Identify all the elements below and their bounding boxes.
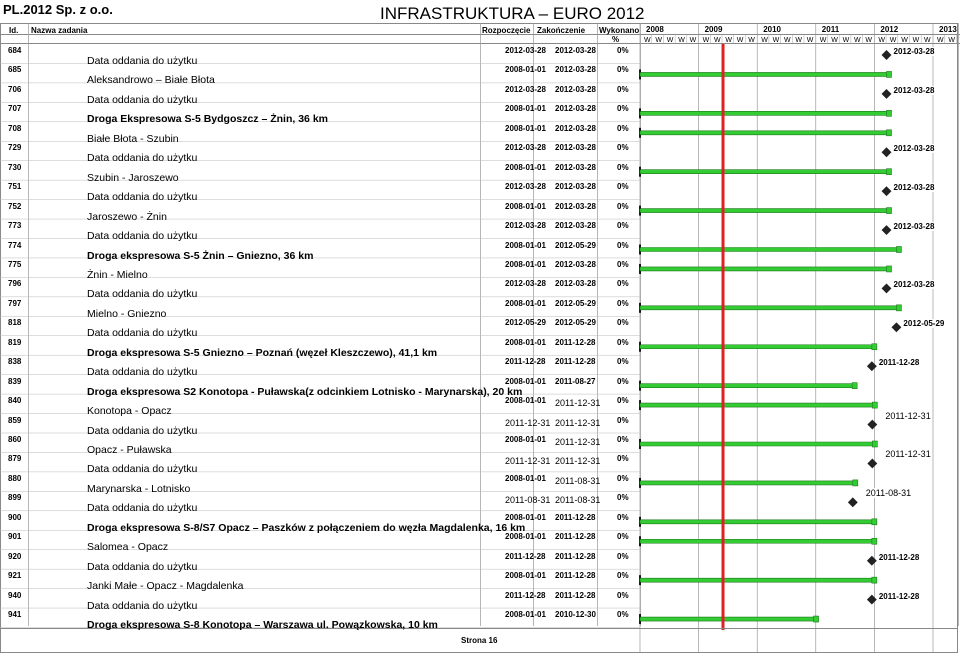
task-end-date: 2012-03-28 [555, 201, 596, 211]
task-name: Droga ekspresowa S2 Konotopa - Puławska(z odcinkiem Lotnisko - Marynarska), 20 km [87, 385, 523, 398]
task-end-date: 2011-12-28 [555, 551, 596, 561]
task-end-date: 2012-03-28 [555, 279, 596, 289]
task-name: Janki Małe - Opacz - Magdalenka [87, 580, 244, 593]
task-start-date: 2008-01-01 [505, 376, 546, 386]
task-end-date: 2011-12-31 [555, 437, 601, 447]
task-end-date: 2011-08-27 [555, 376, 596, 386]
task-row[interactable] [0, 298, 960, 324]
year-label: 2011 [821, 25, 840, 34]
task-percent-complete: 0% [617, 493, 629, 503]
week-label: W [655, 37, 663, 44]
task-name: Salomea - Opacz [87, 541, 169, 554]
week-label: W [901, 37, 908, 44]
task-start-date: 2008-01-01 [505, 162, 546, 172]
page-number: Strona 16 [461, 636, 498, 645]
milestone-date-label: 2012-03-28 [893, 222, 935, 232]
week-label: W [736, 37, 744, 44]
task-id: 797 [8, 298, 22, 308]
task-end-date: 2011-12-31 [555, 417, 601, 428]
task-name: Marynarska - Lotnisko [87, 482, 191, 495]
column-header-percent: Wykonano [599, 26, 640, 35]
task-row[interactable] [0, 279, 960, 304]
task-id: 880 [8, 473, 22, 483]
task-end-date: 2011-12-28 [555, 337, 596, 347]
milestone-date-label: 2011-08-31 [865, 488, 912, 499]
task-end-date: 2012-03-28 [555, 182, 596, 192]
task-percent-complete: 0% [617, 357, 629, 367]
task-id: 685 [8, 65, 22, 75]
task-name: Konotopa - Opacz [87, 405, 172, 418]
task-start-date: 2008-01-01 [505, 473, 546, 483]
task-name: Mielno - Gniezno [87, 307, 167, 320]
task-percent-complete: 0% [617, 610, 629, 620]
task-row[interactable] [0, 512, 960, 538]
task-name: Data oddania do użytku [87, 463, 198, 476]
company-name: PL.2012 Sp. z o.o. [3, 2, 113, 17]
task-id: 900 [8, 512, 22, 522]
week-label: W [666, 37, 674, 44]
task-row[interactable] [0, 551, 960, 577]
week-label: W [948, 37, 956, 44]
task-end-date: 2012-03-28 [555, 84, 596, 94]
task-end-date: 2012-03-28 [555, 123, 596, 133]
task-percent-complete: 0% [617, 571, 629, 581]
task-name: Aleksandrowo – Białe Błota [87, 74, 215, 87]
task-end-date: 2011-12-28 [555, 590, 596, 600]
task-start-date: 2008-01-01 [505, 104, 546, 114]
task-id: 818 [8, 318, 22, 328]
task-percent-complete: 0% [617, 46, 629, 55]
week-label: W [924, 37, 931, 44]
task-percent-complete: 0% [617, 512, 629, 522]
task-name: Droga Ekspresowa S-5 Bydgoszcz – Żnin, 36 km [87, 113, 328, 126]
task-percent-complete: 0% [617, 143, 629, 153]
task-end-date: 2012-03-28 [555, 259, 596, 269]
task-end-date: 2012-05-29 [555, 240, 596, 250]
task-row[interactable] [0, 454, 960, 479]
task-end-date: 2012-05-29 [555, 318, 596, 328]
week-label: W [842, 37, 850, 44]
milestone-date-label: 2012-03-28 [893, 280, 935, 290]
task-end-date: 2012-03-28 [555, 104, 596, 114]
task-name: Żnin - Mielno [87, 268, 148, 281]
task-id: 774 [8, 240, 22, 250]
task-name: Opacz - Puławska [87, 444, 172, 456]
task-start-date: 2008-01-01 [505, 240, 546, 250]
task-row[interactable] [0, 532, 960, 557]
task-id: 901 [8, 532, 22, 542]
task-name: Data oddania do użytku [87, 327, 198, 340]
milestone-date-label: 2012-05-29 [903, 319, 945, 329]
task-start-date: 2011-12-28 [505, 357, 546, 367]
year-label: 2010 [763, 25, 781, 34]
task-row[interactable] [0, 65, 960, 90]
milestone-date-label: 2012-03-28 [893, 183, 935, 193]
task-percent-complete: 0% [617, 162, 629, 172]
task-end-date: 2012-03-28 [555, 221, 596, 231]
task-percent-complete: 0% [617, 279, 629, 289]
task-row[interactable] [0, 123, 960, 149]
task-row[interactable] [0, 162, 960, 188]
task-start-date: 2008-01-01 [505, 435, 546, 444]
week-label: W [889, 37, 897, 44]
task-end-date: 2011-12-28 [555, 532, 596, 542]
milestone-date-label: 2011-12-31 [885, 449, 931, 460]
week-label: W [854, 37, 861, 44]
task-start-date: 2008-01-01 [505, 532, 546, 542]
task-row[interactable] [0, 610, 960, 635]
task-start-date: 2008-01-01 [505, 610, 546, 620]
task-name: Data oddania do użytku [87, 366, 198, 379]
task-id: 840 [8, 396, 22, 406]
task-end-date: 2011-12-28 [555, 357, 596, 367]
task-start-date: 2011-08-31 [505, 495, 551, 506]
task-name: Data oddania do użytku [87, 191, 198, 204]
year-label: 2013 [939, 25, 957, 34]
task-percent-complete: 0% [617, 182, 629, 192]
task-start-date: 2012-05-29 [505, 318, 546, 328]
task-percent-complete: 0% [617, 221, 629, 231]
task-end-date: 2011-12-31 [555, 456, 601, 467]
milestone-date-label: 2012-03-28 [893, 47, 935, 56]
task-name: Droga ekspresowa S-5 Gniezno – Poznań (węzeł Kleszczewo), 41,1 km [87, 346, 438, 359]
task-name: Jaroszewo - Żnin [87, 210, 167, 223]
task-id: 706 [8, 84, 22, 94]
task-id: 921 [8, 571, 22, 581]
task-end-date: 2011-08-31 [555, 475, 601, 486]
task-percent-complete: 0% [617, 396, 629, 406]
task-end-date: 2012-03-28 [555, 143, 596, 153]
task-name: Droga ekspresowa S-8 Konotopa – Warszawa ul. Powązkowska, 10 km [87, 619, 438, 632]
task-id: 730 [8, 162, 22, 172]
task-start-date: 2008-01-01 [505, 259, 546, 269]
task-id: 707 [8, 104, 22, 114]
task-percent-complete: 0% [617, 123, 629, 133]
task-start-date: 2008-01-01 [505, 65, 546, 75]
task-id: 859 [8, 415, 22, 425]
task-name: Data oddania do użytku [87, 424, 198, 437]
week-label: W [878, 37, 886, 44]
task-end-date: 2011-12-28 [555, 571, 596, 581]
task-name: Data oddania do użytku [87, 288, 198, 301]
task-start-date: 2008-01-01 [505, 512, 546, 522]
column-header-percent-unit: % [612, 35, 620, 44]
task-start-date: 2008-01-01 [505, 337, 546, 347]
task-id: 940 [8, 590, 22, 600]
task-name: Data oddania do użytku [87, 599, 198, 612]
task-percent-complete: 0% [617, 318, 629, 328]
task-name: Data oddania do użytku [87, 230, 198, 243]
task-start-date: 2012-03-28 [505, 279, 546, 289]
task-percent-complete: 0% [617, 376, 629, 386]
task-end-date: 2012-03-28 [555, 46, 596, 55]
task-start-date: 2008-01-01 [505, 123, 546, 133]
task-row[interactable] [0, 415, 960, 441]
task-id: 796 [8, 279, 22, 289]
week-label: W [714, 37, 721, 44]
task-name: Droga ekspresowa S-5 Żnin – Gniezno, 36 km [87, 249, 314, 262]
task-percent-complete: 0% [617, 590, 629, 600]
task-row[interactable] [0, 259, 960, 285]
task-start-date: 2011-12-28 [505, 590, 546, 600]
task-percent-complete: 0% [617, 473, 629, 483]
column-header-start: Rozpoczęcie [482, 26, 531, 35]
task-id: 684 [8, 46, 22, 55]
task-percent-complete: 0% [617, 84, 629, 94]
task-row[interactable] [0, 357, 960, 382]
week-label: W [784, 37, 791, 44]
week-label: W [748, 37, 755, 44]
task-row[interactable] [0, 435, 960, 460]
task-start-date: 2011-12-28 [505, 551, 546, 561]
task-name: Data oddania do użytku [87, 502, 198, 515]
week-label: W [644, 37, 651, 44]
task-percent-complete: 0% [617, 240, 629, 250]
milestone-date-label: 2011-12-28 [878, 591, 920, 601]
task-percent-complete: 0% [617, 259, 629, 269]
task-percent-complete: 0% [617, 415, 629, 425]
task-id: 941 [8, 610, 22, 620]
task-row[interactable] [0, 240, 960, 266]
task-id: 839 [8, 376, 22, 386]
task-start-date: 2012-03-28 [505, 221, 546, 231]
task-row[interactable] [0, 571, 960, 596]
task-row[interactable] [0, 396, 960, 421]
task-start-date: 2012-03-28 [505, 182, 546, 192]
task-row[interactable] [0, 318, 960, 343]
task-row[interactable] [0, 46, 960, 71]
task-row[interactable] [0, 493, 960, 518]
week-label: W [772, 37, 780, 44]
year-label: 2012 [880, 25, 899, 34]
task-start-date: 2011-12-31 [505, 456, 551, 467]
task-percent-complete: 0% [617, 104, 629, 114]
task-row[interactable] [0, 221, 960, 246]
task-id: 729 [8, 143, 22, 153]
milestone-date-label: 2012-03-28 [893, 85, 935, 95]
task-end-date: 2012-05-29 [555, 298, 596, 308]
milestone-date-label: 2011-12-28 [878, 358, 920, 368]
week-label: W [761, 37, 768, 44]
task-start-date: 2012-03-28 [505, 84, 546, 94]
task-start-date: 2012-03-28 [505, 143, 546, 153]
task-end-date: 2011-12-28 [555, 512, 596, 522]
task-id: 752 [8, 201, 22, 211]
task-name: Data oddania do użytku [87, 152, 198, 165]
task-row[interactable] [0, 376, 960, 402]
task-id: 773 [8, 221, 22, 231]
task-name: Data oddania do użytku [87, 93, 198, 106]
task-id: 860 [8, 435, 22, 444]
week-label: W [819, 37, 827, 44]
task-id: 899 [8, 493, 22, 503]
task-name: Białe Błota - Szubin [87, 132, 179, 145]
task-percent-complete: 0% [617, 454, 629, 464]
task-percent-complete: 0% [617, 435, 629, 444]
task-id: 838 [8, 357, 22, 367]
task-start-date: 2012-03-28 [505, 46, 546, 55]
week-label: W [831, 37, 838, 44]
task-end-date: 2011-08-31 [555, 495, 601, 506]
task-end-date: 2012-03-28 [555, 65, 596, 75]
task-end-date: 2011-12-31 [555, 398, 601, 409]
task-name: Data oddania do użytku [87, 55, 198, 67]
task-name: Droga ekspresowa S-8/S7 Opacz – Paszków z połączeniem do węzła Magdalenka, 16 km [87, 521, 526, 534]
week-label: W [806, 37, 814, 44]
week-label: W [795, 37, 803, 44]
task-row[interactable] [0, 337, 960, 363]
task-percent-complete: 0% [617, 551, 629, 561]
task-start-date: 2011-12-31 [505, 417, 551, 428]
task-start-date: 2008-01-01 [505, 571, 546, 581]
week-label: W [702, 37, 710, 44]
task-row[interactable] [0, 84, 960, 110]
task-start-date: 2008-01-01 [505, 201, 546, 211]
milestone-date-label: 2011-12-31 [885, 410, 931, 421]
task-percent-complete: 0% [617, 65, 629, 75]
task-start-date: 2008-01-01 [505, 396, 546, 406]
week-label: W [912, 37, 920, 44]
task-id: 819 [8, 337, 22, 347]
column-header-id: Id. [9, 26, 19, 35]
task-end-date: 2012-03-28 [555, 162, 596, 172]
task-row[interactable] [0, 104, 960, 129]
task-percent-complete: 0% [617, 201, 629, 211]
task-percent-complete: 0% [617, 298, 629, 308]
page-title: INFRASTRUKTURA – EURO 2012 [380, 4, 645, 23]
milestone-date-label: 2012-03-28 [893, 144, 935, 154]
milestone-date-label: 2011-12-28 [878, 552, 920, 562]
task-row[interactable] [0, 201, 960, 227]
year-label: 2009 [704, 25, 723, 34]
task-name: Szubin - Jaroszewo [87, 171, 179, 184]
task-id: 920 [8, 551, 22, 561]
year-label: 2008 [646, 25, 664, 34]
task-row[interactable] [0, 143, 960, 168]
task-percent-complete: 0% [617, 337, 629, 347]
task-name: Data oddania do użytku [87, 560, 198, 573]
column-header-end: Zakończenie [537, 26, 586, 35]
task-end-date: 2010-12-30 [555, 610, 596, 620]
task-id: 879 [8, 454, 22, 464]
week-label: W [689, 37, 697, 44]
task-percent-complete: 0% [617, 532, 629, 542]
task-row[interactable] [0, 182, 960, 207]
task-start-date: 2008-01-01 [505, 298, 546, 308]
week-label: W [678, 37, 685, 44]
task-id: 751 [8, 182, 22, 192]
task-row[interactable] [0, 473, 960, 499]
week-label: W [865, 37, 873, 44]
task-row[interactable] [0, 590, 960, 616]
task-id: 775 [8, 259, 22, 269]
column-header-name: Nazwa zadania [31, 26, 88, 35]
week-label: W [725, 37, 733, 44]
task-id: 708 [8, 123, 22, 133]
